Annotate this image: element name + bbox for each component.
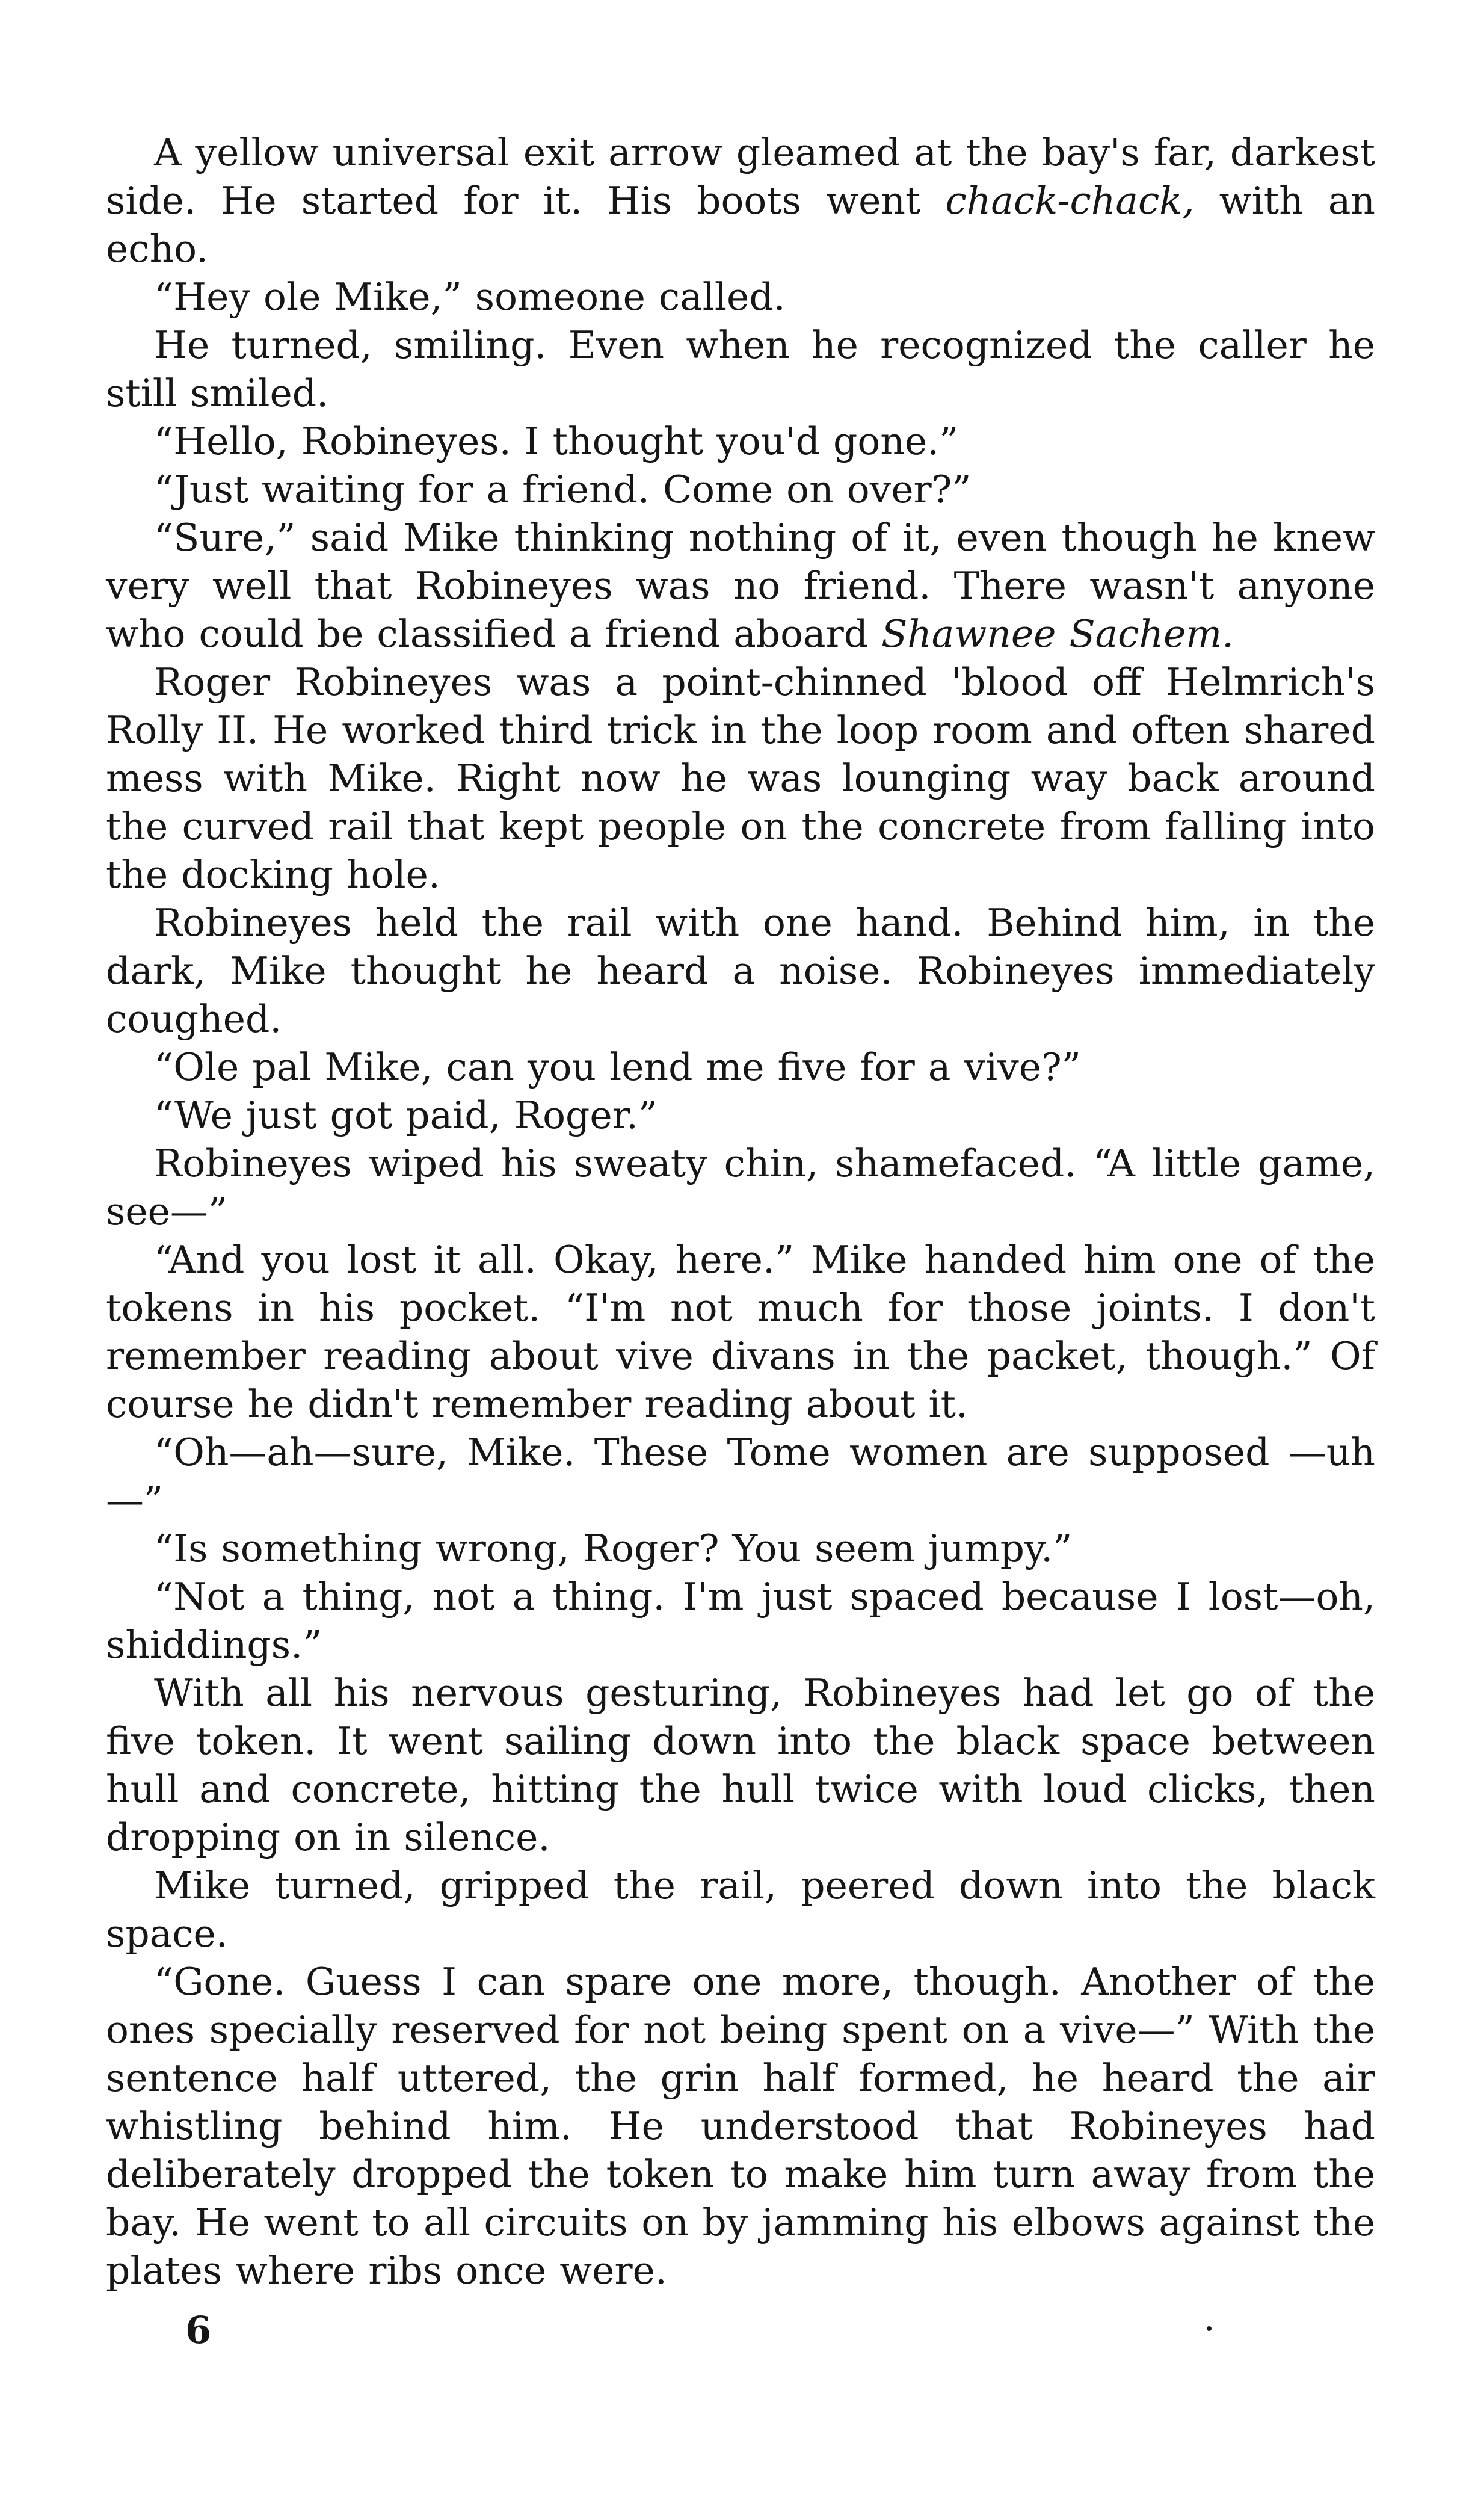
paragraph-1: A yellow universal exit arrow gleamed at the bay's far, darkest side. He started for it. His boots went chack-chack, with an echo. — [106, 131, 1375, 271]
paragraph-6: “Sure,” said Mike thinking nothing of it, even though he knew very well that Robineyes was no friend. There wasn't anyone who could be classified a friend aboard Shawnee Sachem. — [106, 516, 1375, 656]
paragraph-2: “Hey ole Mike,” someone called. — [154, 275, 786, 319]
print-speck — [1207, 2326, 1212, 2331]
ship-name: Shawnee Sachem. — [881, 612, 1234, 656]
paragraph-9: “Ole pal Mike, can you lend me five for a vive?” — [154, 1045, 1082, 1089]
paragraph-7: Roger Robineyes was a point-chinned 'blood off Helmrich's Rolly II. He worked third trick in the loop room and often shared mess with Mike. Right now he was lounging way back around the curved rail that kept people on the concrete from falling into the docking hole. — [106, 660, 1375, 897]
page-number: 6 — [185, 2308, 212, 2352]
paragraph-12: “And you lost it all. Okay, here.” Mike handed him one of the tokens in his pocket. “I'm not much for those joints. I don't remember reading about vive divans in the packet, though.” Of course he didn't remember reading about it. — [106, 1238, 1375, 1426]
paragraph-17: Mike turned, gripped the rail, peered down into the black space. — [106, 1864, 1375, 1956]
paragraph-18: “Gone. Guess I can spare one more, though. Another of the ones specially reserved for not being spent on a vive—” With the sentence half uttered, the grin half formed, he heard the air whistling behind him. He understood that Robineyes had deliberately dropped the token to make him turn away from the bay. He went to all circuits on by jamming his elbows against the plates where ribs once were. — [106, 1960, 1375, 2293]
paragraph-11: Robineyes wiped his sweaty chin, shamefaced. “A little game, see—” — [106, 1141, 1375, 1234]
sound-effect: chack-chack, — [945, 179, 1195, 223]
paragraph-5: “Just waiting for a friend. Come on over?” — [154, 468, 972, 511]
paragraph-10: “We just got paid, Roger.” — [154, 1093, 658, 1137]
paragraph-16: With all his nervous gesturing, Robineyes had let go of the five token. It went sailing down into the black space between hull and concrete, hitting the hull twice with loud clicks, then dropping on in silence. — [106, 1671, 1375, 1859]
paragraph-3: He turned, smiling. Even when he recognized the caller he still smiled. — [106, 323, 1375, 415]
page-body — [106, 129, 1375, 2295]
paragraph-15: “Not a thing, not a thing. I'm just spaced because I lost—oh, shiddings.” — [106, 1575, 1375, 1667]
paragraph-8: Robineyes held the rail with one hand. Behind him, in the dark, Mike thought he heard a noise. Robineyes immediately coughed. — [106, 901, 1375, 1041]
paragraph-4: “Hello, Robineyes. I thought you'd gone.” — [154, 419, 959, 463]
paragraph-14: “Is something wrong, Roger? You seem jumpy.” — [154, 1527, 1073, 1570]
paragraph-13: “Oh—ah—sure, Mike. These Tome women are supposed —uh—” — [106, 1430, 1375, 1522]
